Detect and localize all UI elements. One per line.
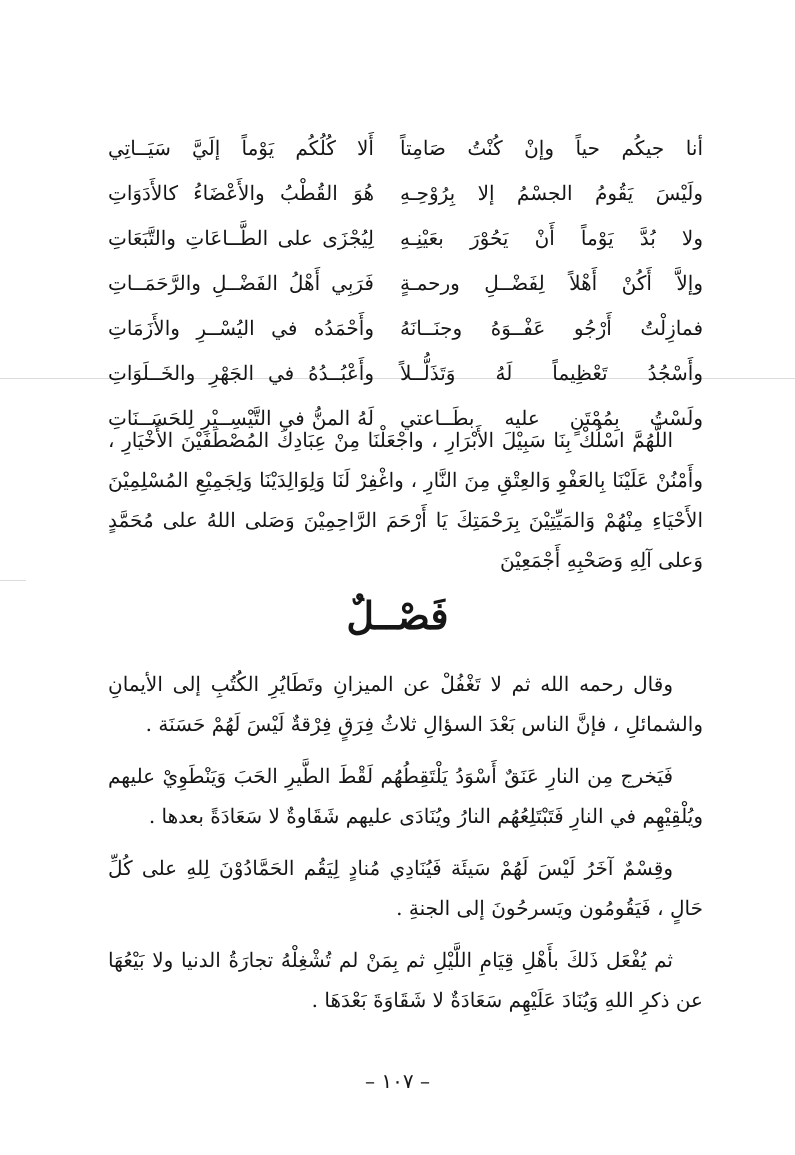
paragraph-text: ثم يُفْعَل ذَلكَ بأَهْلِ قِيَامِ اللَّيْلِ ثم بِمَنْ لم تُشْغِلْهُ تجارَةُ الدنيا ولا بَيْعُهَا عن ذكرِ اللهِ وَيُنَادَ عَلَيْهِم سَعَادَةٌ لا شَقَاوَةَ بَعْدَهَا . [108,948,703,1012]
body-paragraph [108,756,703,836]
verse-second-hemistich: فَرَبِي أَهْلُ الفَضْــلِ والرَّحَمَــاتِ [108,271,374,295]
verse-second-hemistich: أَلا كُلُكُم يَوْماً إلَيَّ سَيَــاتِي [108,136,374,160]
verse-second-hemistich: هُوَ القُطْبُ والأَعْضَاءُ كالأَدَوَاتِ [108,181,374,205]
poem-verse [108,263,703,307]
section-heading: فَصْــلٌ [346,593,449,638]
verse-first-hemistich: وأَسْجُدُ تَعْظِيماً لَهُ وَتَذَلُّــلاً [400,361,703,385]
poem-verse [108,128,703,172]
verse-first-hemistich: ولَيْسَ يَقُومُ الجسْمُ إلا بِرُوْحِـهِ [400,181,703,205]
scan-mark [0,580,26,581]
body-paragraph [108,848,703,928]
body-paragraph [108,664,703,744]
poem-verse [108,173,703,217]
poem-verse [108,218,703,262]
verse-first-hemistich: أنا جيكُم حياً وإنْ كُنْتُ صَامِتاً [400,136,703,160]
prayer-text: اللَّهُمَّ اسْلُكْ بِنَا سَبِيْلَ الأَبْرَارِ ، واجْعَلْنَا مِنْ عِبَادِكَ المُصْطَفَيْنَ الأَخْيَارِ ، وأَمْنُنْ عَلَيْنَا بِالعَفْوِ وَالعِتْقِ مِنَ النَّارِ ، واغْفِرْ لَنَا وَلِوَالِدَيْنَا وَلِجَمِيْعِ المُسْلِمِيْنَ الأَحْيَاءِ مِنْهُمْ وَالمَيِّتِيْنَ بِرَحْمَتِكَ يَا أَرْحَمَ الرَّاحِمِيْنَ وَصَلى اللهُ على مُحَمَّدٍ وَعلى آلِهِ وَصَحْبِهِ أَجْمَعِيْنَ [108,428,703,572]
verse-second-hemistich: وأَعْبُــدُهُ في الجَهْرِ والخَــلَوَاتِ [108,361,374,385]
paragraph-text: وقِسْمٌ آخَرُ لَيْسَ لَهُمْ سَيئَة فَيُنَادِي مُنادٍ لِيَقُم الحَمَّادُوْنَ لِلهِ على كُلِّ حَالٍ ، فَيَقُومُون ويَسرحُونَ إلى الجنةِ . [108,856,703,920]
verse-second-hemistich: لَهُ المنُّ في التَّيْسِــيْرِ لِلحَسَــنَاتِ [108,406,374,430]
prayer-paragraph [108,420,703,580]
poem-verse [108,308,703,352]
verse-first-hemistich: ولَسْتُ بِمُمْتَنٍ عليه بطَــاعتي [400,406,703,430]
verse-second-hemistich: لِيُجْزَى على الطَّــاعَاتِ والتَّبَعَاتِ [108,226,374,250]
poem [108,128,703,443]
page-number: – ١٠٧ – [365,1069,430,1093]
paragraph-text: وقال رحمه الله ثم لا تَغْفُلْ عن الميزانِ وتَطَايُرِ الكُتُبِ إلى الأيمانِ والشمائلِ ، فإنَّ الناس بَعْدَ السؤالِ ثلاثُ فِرَقٍ فِرْقةٌ لَيْسَ لَهُمْ حَسَنَة . [108,672,703,736]
paragraph-text: فَيَخرج مِن النارِ عَنَقٌ أَسْوَدُ يَلْتَقِطُهُم لَقْطَ الطَّيرِ الحَبَ وَيَنْطَوِيْ عليهم ويُلْقِيْهِم في النارِ فَتَبْتَلِعُهُم النارُ ويُنَادَى عليهم شَقَاوةٌ لا سَعَادَةً بعدها . [108,764,703,828]
verse-first-hemistich: وإلاَّ أَكُنْ أَهْلاً لِفَضْــلِ ورحمـةٍ [400,271,703,295]
verse-first-hemistich: فمازِلْتُ أَرْجُو عَفْــوَهُ وجنَــانَهُ [400,316,703,340]
poem-verse [108,353,703,397]
verse-first-hemistich: ولا بُدَّ يَوْماً أَنْ يَحُوْرَ بعَيْنِـهِ [400,226,703,250]
verse-second-hemistich: وأَحْمَدُه في اليُسْــرِ والأَزَمَاتِ [108,316,374,340]
body-paragraph [108,940,703,1020]
